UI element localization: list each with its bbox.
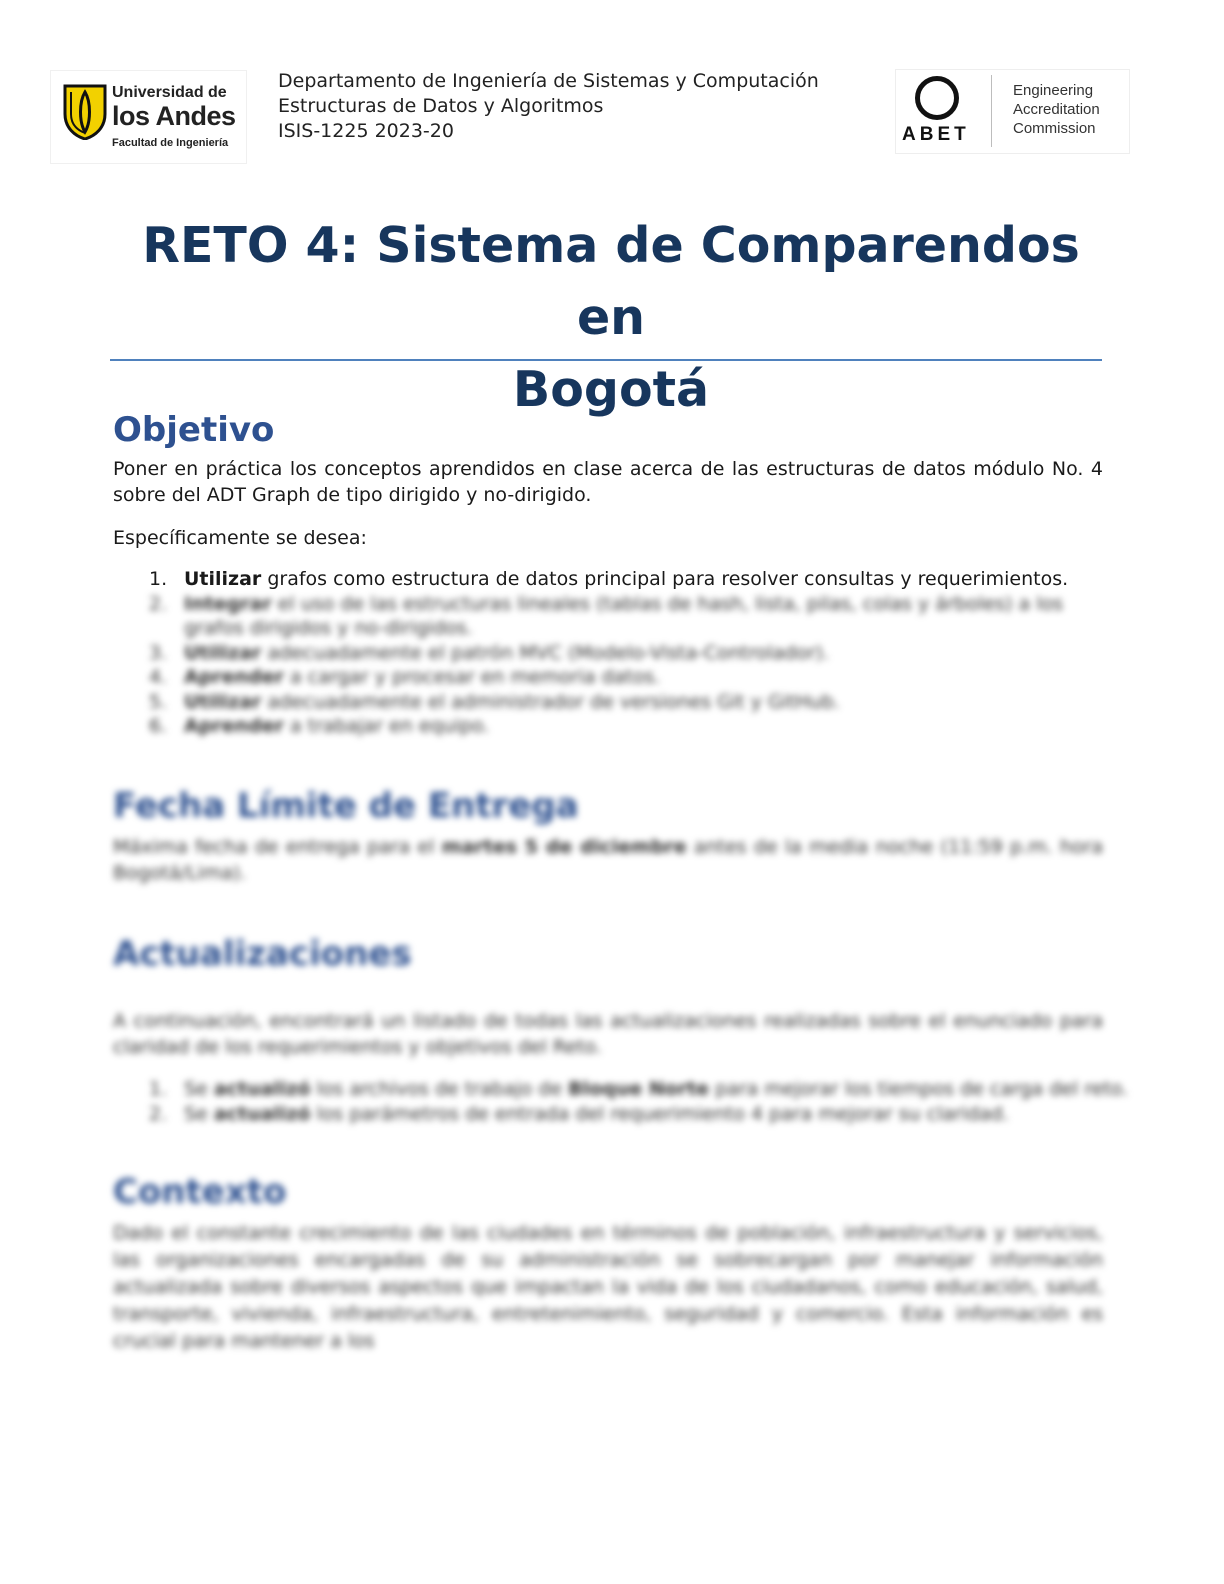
list-number: 6. [149,715,168,737]
list-item-bold: Utilizar [184,641,262,664]
list-number: 2. [149,1102,168,1125]
faculty-name: Facultad de Ingeniería [112,137,229,149]
heading-actualizaciones: Actualizaciones [113,934,412,974]
course-header [278,69,819,144]
list-item [149,1077,1129,1102]
list-item [149,665,1109,690]
title-divider [110,359,1102,361]
fecha-text-before: Máxima fecha de entrega para el [113,836,442,858]
heading-fecha-limite: Fecha Límite de Entrega [113,786,579,826]
course-name: Estructuras de Datos y Algoritmos [278,95,604,117]
fecha-text-after: antes de la media noche (11:59 p.m. hora Bogotá/Lima). [113,836,1103,884]
list-item-text: a cargar y procesar en memoria datos. [283,666,661,688]
list-item [149,714,1109,739]
list-item [149,567,1109,592]
list-item-bold: Aprender [184,666,284,688]
list-number: 3. [149,641,168,664]
list-number: 4. [149,666,168,688]
objetivo-list [149,567,1109,739]
list-item [149,641,1109,666]
list-item [149,592,1109,641]
list-item-bold: Utilizar [184,568,262,590]
list-item-text: grafos como estructura de datos principal para resolver consultas y requerimientos. [261,568,1069,590]
list-item [149,1102,1109,1127]
objetivo-lead: Específicamente se desea: [113,527,367,549]
list-item-mid: los parámetros de entrada del requerimiento 4 para mejorar su claridad. [310,1102,1009,1125]
university-name-line1: Universidad de [112,84,227,101]
heading-objetivo: Objetivo [113,410,275,450]
list-item-bold: Integrar [184,592,272,615]
abet-line1: Engineering [1013,82,1094,99]
list-number: 1. [149,568,168,590]
actualizaciones-list [149,1077,1129,1126]
fecha-text [113,834,1103,886]
abet-logo [895,69,1130,154]
list-item-pre: Se [184,1078,214,1100]
list-number: 2. [149,592,168,615]
list-item-text: a trabajar en equipo. [283,715,490,737]
abet-line3: Commission [1013,120,1096,137]
list-item-bold: Utilizar [184,690,262,713]
list-item-bold: Aprender [184,715,284,737]
contexto-text: Dado el constante crecimiento de las ciudades en términos de población, infraestructura y servicios, las organizaciones encargadas de su administración se sobrecargan por manejar información actualizada sobre diversos aspectos que impactan la vida de los ciudadanos, como educación, salud, transporte, vivienda, infraestructura, entretenimiento, seguridad y comercio. Esta información es crucial para mantener a los [113,1222,1103,1352]
list-item [149,690,1109,715]
list-item-text: adecuadamente el administrador de versiones Git y GitHub. [261,690,840,713]
list-item-bold2: Bloque Norte [568,1078,710,1100]
heading-contexto: Contexto [113,1172,287,1212]
title-line2: Bogotá [512,361,710,418]
shield-icon [63,84,107,140]
list-number: 5. [149,690,168,713]
abet-acronym: ABET [902,124,970,145]
abet-divider [991,75,992,147]
title-line1: RETO 4: Sistema de Comparendos en [142,217,1080,346]
list-item-text: para mejorar los tiempos de carga del reto. [709,1078,1129,1100]
universidad-logo [50,70,247,164]
list-item-bold: actualizó [213,1102,311,1125]
list-item-text: adecuadamente el patrón MVC (Modelo-Vista-Controlador). [261,641,830,664]
objetivo-intro: Poner en práctica los conceptos aprendidos en clase acerca de las estructuras de datos módulo No. 4 sobre del ADT Graph de tipo dirigido y no-dirigido. [113,458,1103,506]
abet-line2: Accreditation [1013,101,1100,118]
list-item-pre: Se [184,1102,214,1125]
abet-ring-icon [915,76,959,120]
fecha-date: martes 5 de diciembre [441,836,687,858]
list-item-bold: actualizó [213,1078,311,1100]
list-number: 1. [149,1078,168,1100]
list-item-mid: los archivos de trabajo de [310,1078,569,1100]
course-code: ISIS-1225 2023-20 [278,120,454,142]
department-name: Departamento de Ingeniería de Sistemas y Computación [278,70,819,92]
abet-commission-text [1013,81,1100,138]
list-item-text: el uso de las estructuras lineales (tablas de hash, lista, pilas, colas y árboles) a los grafos dirigidos y no-dirigidos. [184,592,1064,639]
university-name-line2: los Andes [112,101,236,131]
actualizaciones-intro: A continuación, encontrará un listado de todas las actualizaciones realizadas sobre el enunciado para claridad de los requerimientos y objetivos del Reto. [113,1010,1103,1058]
page-title [110,210,1112,426]
